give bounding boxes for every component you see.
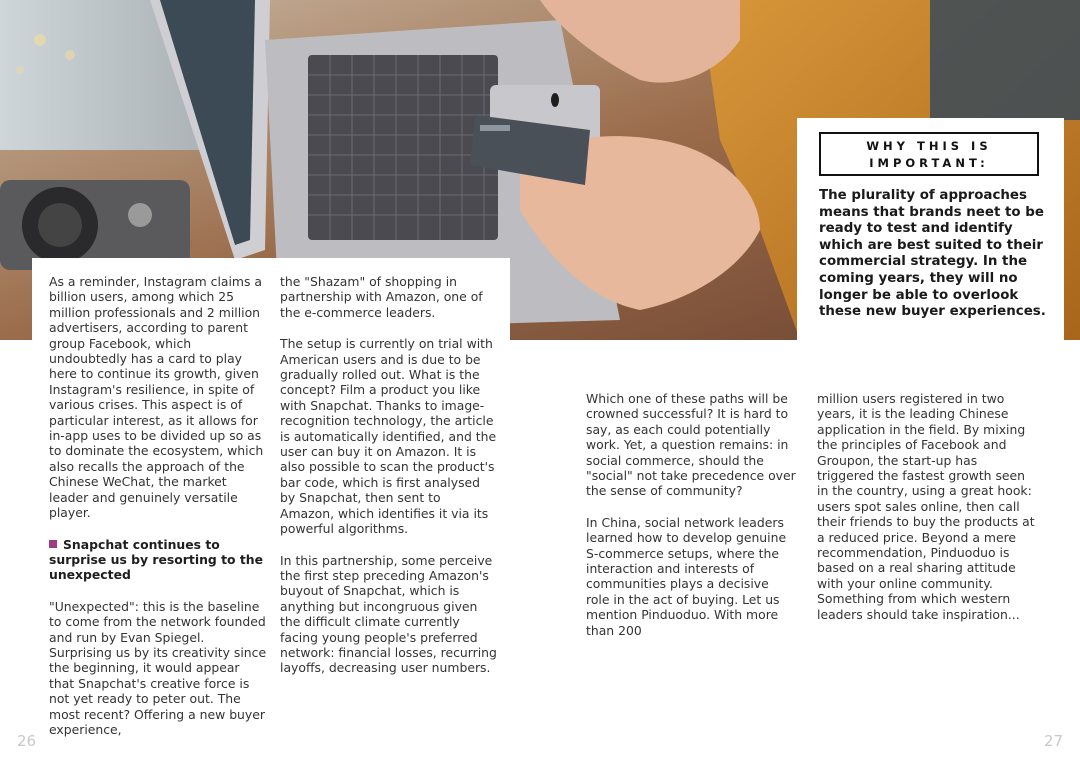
right-column-2 xyxy=(817,391,1035,638)
subheading-text: Snapchat continues to surprise us by resorting to the unexpected xyxy=(49,536,263,583)
paragraph: the "Shazam" of shopping in partnership with Amazon, one of the e-commerce leaders. xyxy=(280,274,483,320)
paragraph: In this partnership, some perceive the first step preceding Amazon's buyout of Snapchat, which is anything but incongruous given the difficult climate currently facing young people's preferred network: financial losses, recurring layoffs, decreasing user numbers. xyxy=(280,552,497,676)
why-important-callout xyxy=(797,118,1064,340)
paragraph: As a reminder, Instagram claims a billion users, among which 25 million professionals and 2 million advertisers, according to parent group Facebook, which undoubtedly has a card to play here to continue its growth, given Instagram's resilience, in spite of various crises. This aspect is of particular interest, as it allows for in-app uses to be divided up so as to dominate the ecosystem, which also recalls the approach of the Chinese WeChat, the market leader and genuinely versatile player. xyxy=(49,274,264,521)
callout-title-line2: IMPORTANT: xyxy=(869,156,989,170)
paragraph: "Unexpected": this is the baseline to come from the network founded and run by Evan Spiegel. Surprising us by its creativity since the beginning, it would appear that Snapchat's creative force is not yet ready to peter out. The most recent? Offering a new buyer experience, xyxy=(49,598,267,737)
subheading xyxy=(49,537,267,583)
paragraph: The setup is currently on trial with American users and is due to be gradually rolled out. What is the concept? Film a product you like with Snapchat. Thanks to image-recognition technology, the article is automatically identified, and the user can buy it on Amazon. It is also possible to scan the product's bar code, which is first analysed by Snapchat, then sent to Amazon, which identifies it via its powerful algorithms. xyxy=(280,336,497,537)
bullet-square-icon xyxy=(49,540,57,548)
page-number-left: 26 xyxy=(17,732,37,750)
callout-title-line1: WHY THIS IS xyxy=(866,139,992,153)
paragraph: Which one of these paths will be crowned successful? It is hard to say, as each could potentially work. Yet, a question remains: in social commerce, should the "social" not take precedence over the sense of community? xyxy=(586,391,796,499)
right-column-1 xyxy=(586,391,796,654)
paragraph: million users registered in two years, it is the leading Chinese application in the field. By mixing the principles of Facebook and Groupon, the start-up has triggered the fastest growth seen in the country, using a great hook: users spot sales online, then call their friends to buy the products at a reduced price. Beyond a mere recommendation, Pinduoduo is based on a real sharing attitude with your online community. Something from which western leaders should take inspiration... xyxy=(817,391,1035,622)
callout-title xyxy=(819,132,1039,176)
callout-body: The plurality of approaches means that brands neet to be ready to test and identify which are best suited to their commercial strategy. In the coming years, they will no longer be able to overlook these new buyer experiences. xyxy=(819,188,1046,320)
left-column-1 xyxy=(49,274,267,753)
page-number-right: 27 xyxy=(1044,732,1064,750)
paragraph: In China, social network leaders learned how to develop genuine S-commerce setups, where the interaction and interests of communities plays a decisive role in the act of buying. Let us mention Pinduoduo. With more than 200 xyxy=(586,514,787,638)
left-column-2 xyxy=(280,274,498,692)
